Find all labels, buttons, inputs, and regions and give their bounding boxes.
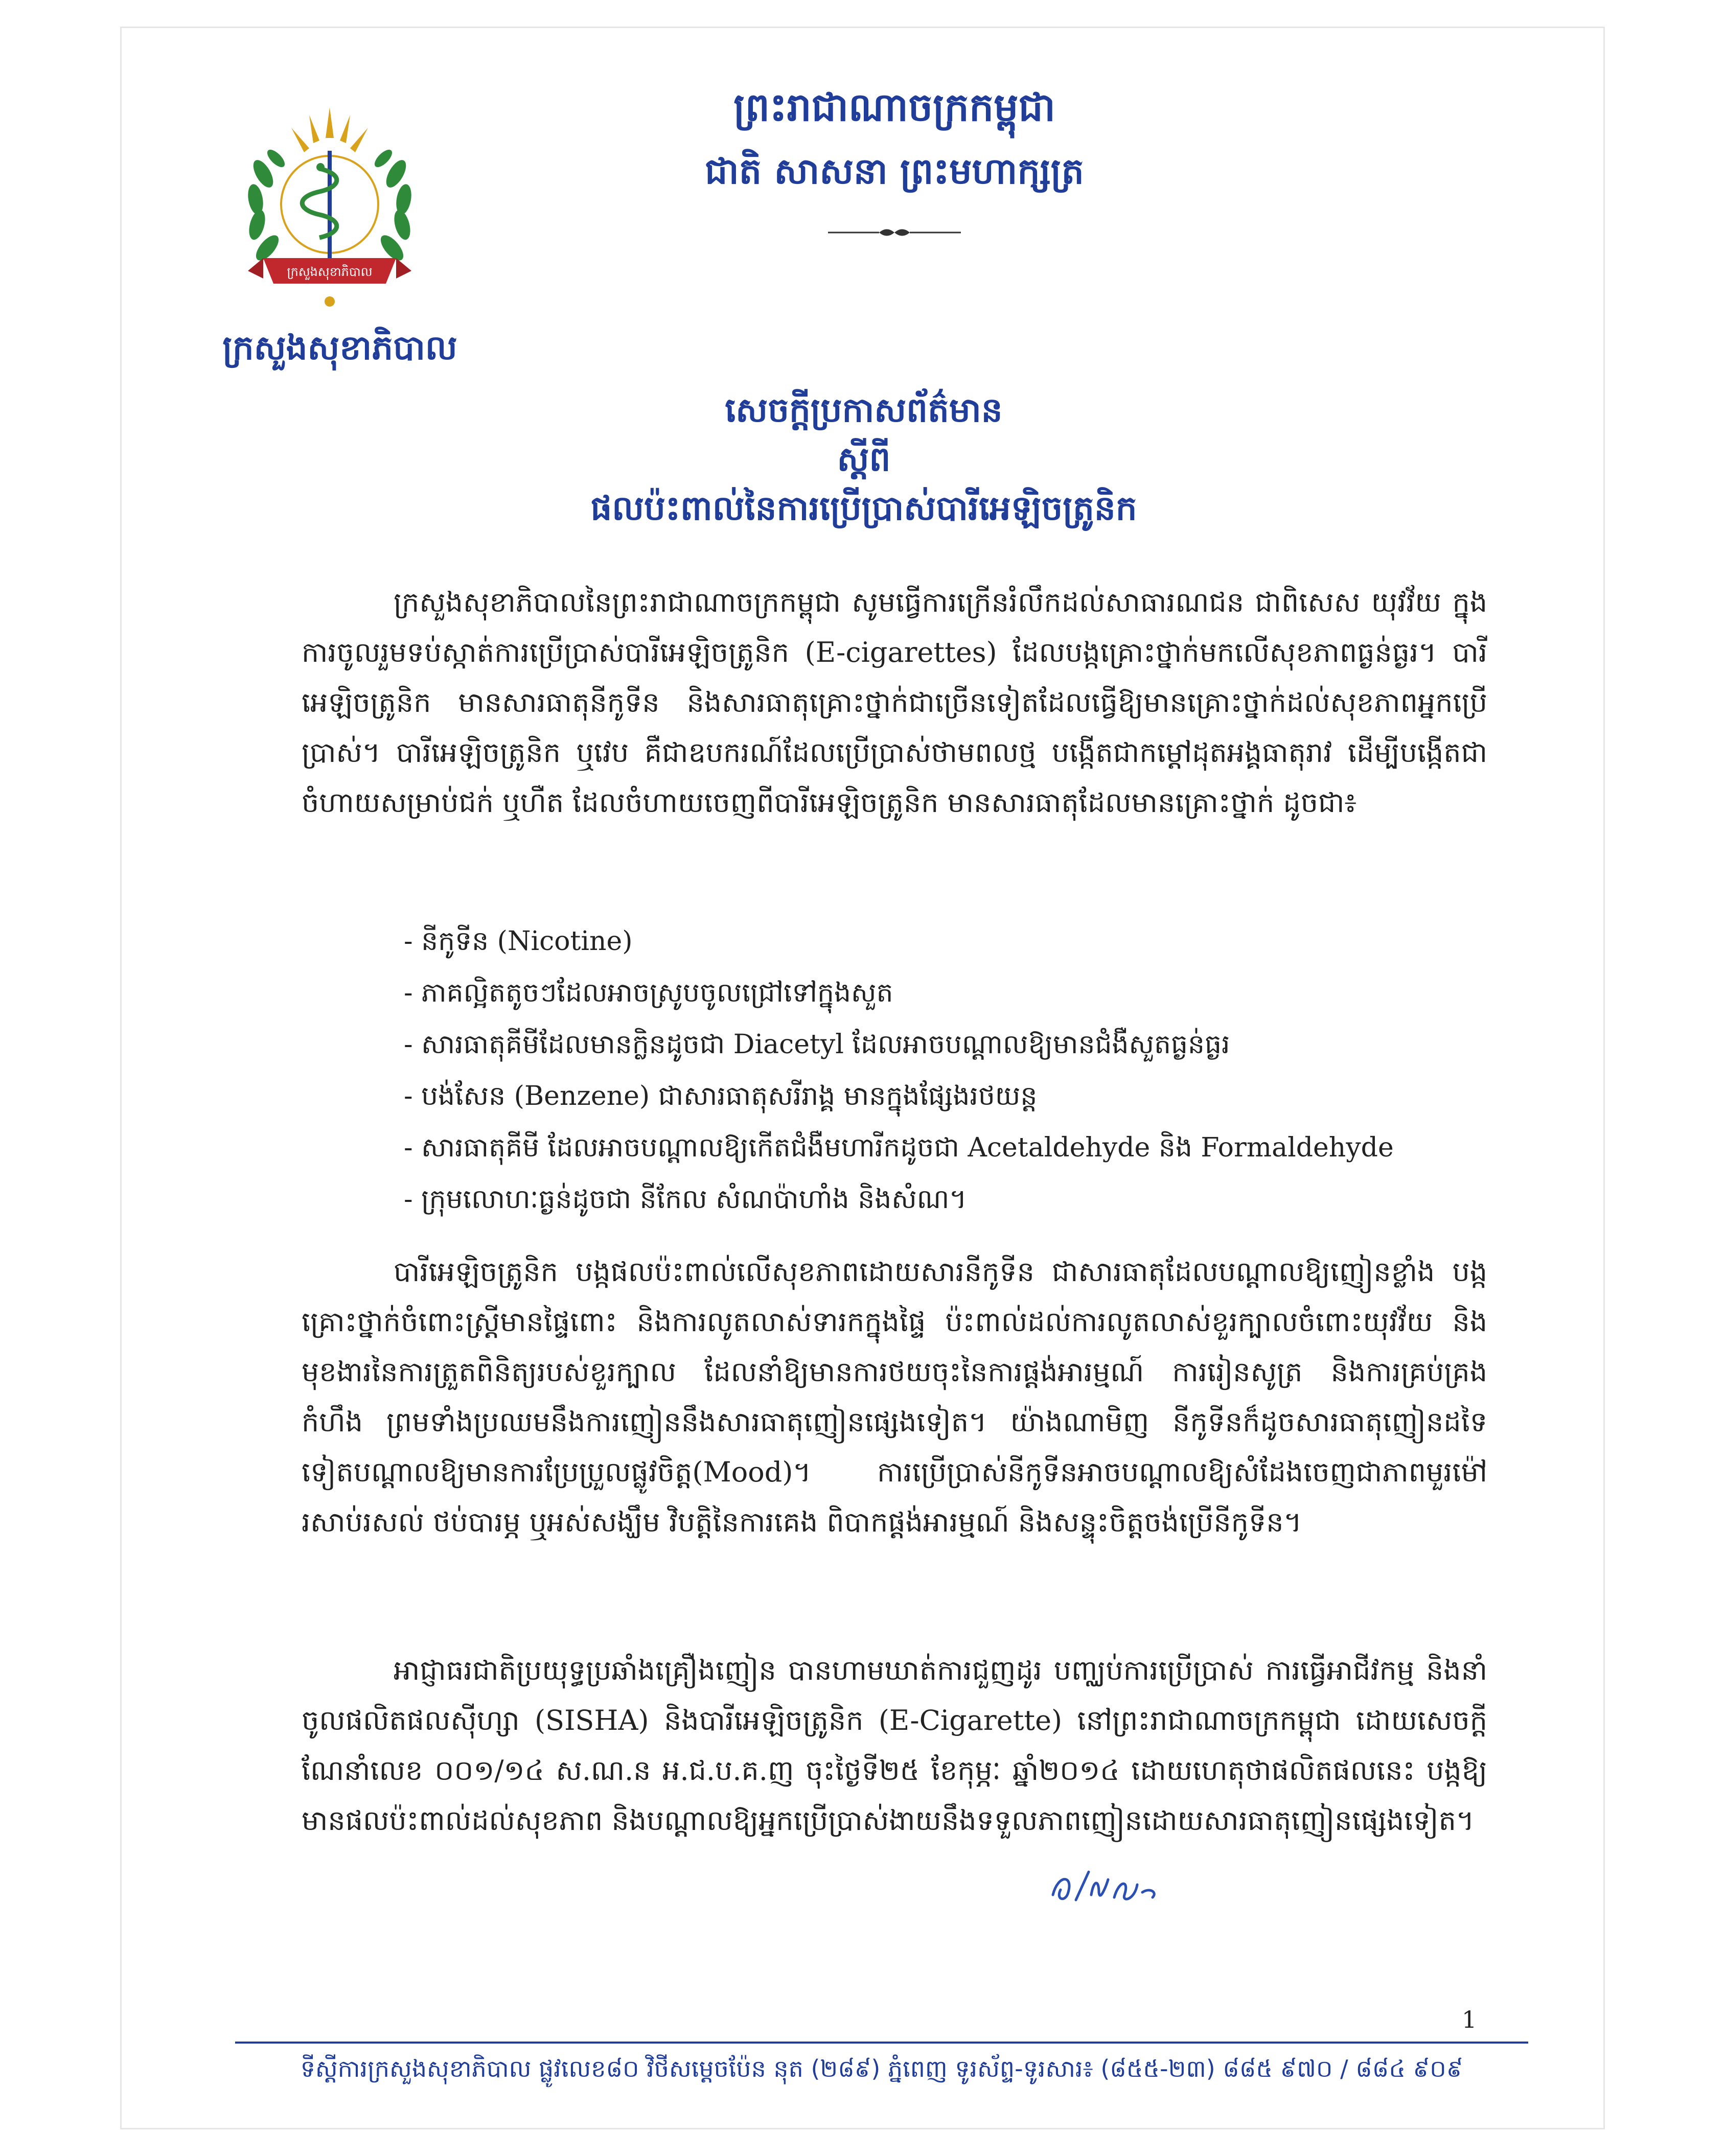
paragraph-health-effects: បារីអេឡិចត្រូនិក បង្កផលប៉ះពាល់លើសុខភាពដោយសារនីកូទីន ជាសារធាតុដែលបណ្តាលឱ្យញៀនខ្លាំង បង្កគ្រោះថ្នាក់ចំពោះស្ត្រីមានផ្ទៃពោះ និងការលូតលាស់ទារកក្នុងផ្ទៃ ប៉ះពាល់ដល់ការលូតលាស់ខួរក្បាលចំពោះយុវវ័យ និងមុខងារនៃការត្រួតពិនិត្យរបស់ខួរក្បាល ដែលនាំឱ្យមានការថយចុះនៃការផ្តង់អារម្មណ៍ ការរៀនសូត្រ និងការគ្រប់គ្រងកំហឹង ព្រមទាំងប្រឈមនឹងការញៀននឹងសារធាតុញៀនផ្សេងទៀត។ យ៉ាងណាមិញ នីកូទីនក៏ដូចសារធាតុញៀនដទៃទៀតបណ្តាលឱ្យមានការប្រែប្រួលផ្លូវចិត្ត(Mood)។ ការប្រើប្រាស់នីកូទីនអាចបណ្តាលឱ្យសំដែងចេញជាភាពមួរម៉ៅ រសាប់រសល់ ថប់បារម្ភ ឬអស់សង្ឃឹម វិបត្តិនៃការគេង ពិបាកផ្តង់អារម្មណ៍ និងសន្ទុះចិត្តចង់ប្រើនីកូទីន។ xyxy=(302,1256,1487,1538)
footer-address: ទីស្តីការក្រសួងសុខាភិបាល ផ្លូវលេខ៨០ វិថីសម្តេចប៉ែន នុត (២៨៩) ភ្នំពេញ ទូរស័ព្ទ-ទូរសារ៖ (៨៥៥-២៣) ៨៨៥ ៩៧០ / ៨៨៤ ៩០៩ xyxy=(300,2055,1463,2082)
paragraph-legal-ban: អាជ្ញាធរជាតិប្រយុទ្ធប្រឆាំងគ្រឿងញៀន បានហាមឃាត់ការជួញដូរ បញ្ឈប់ការប្រើប្រាស់ ការធ្វើអាជីវកម្ម និងនាំចូលផលិតផលស៊ីហ្សា (SISHA) និងបារីអេឡិចត្រូនិក (E-Cigarette) នៅព្រះរាជាណាចក្រកម្ពុជា ដោយសេចក្តីណែនាំលេខ ០០១/១៤ ស.ណ.ន អ.ជ.ប.គ.ញ ចុះថ្ងៃទី២៥ ខែកុម្ភៈ ឆ្នាំ២០១៤ ដោយហេតុថាផលិតផលនេះ បង្កឱ្យមានផលប៉ះពាល់ដល់សុខភាព និងបណ្តាលឱ្យអ្នកប្រើប្រាស់ងាយនឹងទទួលភាពញៀនដោយសារធាតុញៀនផ្សេងទៀត។ xyxy=(302,1654,1487,1837)
title-line-3: ផលប៉ះពាល់នៃការប្រើប្រាស់បារីអេឡិចត្រូនិក xyxy=(590,489,1137,528)
list-item: - ភាគល្អិតតូចៗដែលអាចស្រូបចូលជ្រៅទៅក្នុងសួត xyxy=(404,967,1503,1019)
logo-banner-text: ក្រសួងសុខាភិបាល xyxy=(287,265,373,279)
title-line-1: សេចក្តីប្រកាសព័ត៌មាន xyxy=(725,390,1003,430)
page-number: 1 xyxy=(1462,2006,1477,2033)
national-motto: ជាតិ សាសនា ព្រះមហាក្សត្រ xyxy=(705,150,1084,192)
list-item: - បង់សែន (Benzene) ជាសារធាតុសរីរាង្គ មានក្នុងផ្សែងរថយន្ត xyxy=(404,1071,1503,1122)
list-item: - សារធាតុគីមី ដែលអាចបណ្តាលឱ្យកើតជំងឺមហារីកដូចជា Acetaldehyde និង Formaldehyde xyxy=(404,1122,1503,1174)
handwritten-initials-icon xyxy=(1048,1864,1191,1910)
list-item: - នីកូទីន (Nicotine) xyxy=(404,916,1503,967)
ministry-name: ក្រសួងសុខាភិបាល xyxy=(222,328,457,367)
paragraph-intro: ក្រសួងសុខាភិបាលនៃព្រះរាជាណាចក្រកម្ពុជា សូមធ្វើការក្រើនរំលឹកដល់សាធារណជន ជាពិសេស យុវវ័យ ក្នុងការចូលរួមទប់ស្កាត់ការប្រើប្រាស់បារីអេឡិចត្រូនិក (E-cigarettes) ដែលបង្កគ្រោះថ្នាក់មកលើសុខភាពធ្ងន់ធ្ងរ។ បារីអេឡិចត្រូនិក មានសារធាតុនីកូទីន និងសារធាតុគ្រោះថ្នាក់ជាច្រើនទៀតដែលធ្វើឱ្យមានគ្រោះថ្នាក់ដល់សុខភាពអ្នកប្រើប្រាស់។ បារីអេឡិចត្រូនិក ឬវេប គឺជាឧបករណ៍ដែលប្រើប្រាស់ថាមពលថ្ម បង្កើតជាកម្តៅដុតអង្គធាតុរាវ ដើម្បីបង្កើតជាចំហាយសម្រាប់ជក់ ឬហឺត ដែលចំហាយចេញពីបារីអេឡិចត្រូនិក មានសារធាតុដែលមានគ្រោះថ្នាក់ ដូចជា៖ xyxy=(302,586,1487,819)
harmful-substances-list xyxy=(404,916,1503,1225)
kingdom-heading: ព្រះរាជាណាចក្រកម្ពុជា xyxy=(733,84,1055,130)
ornament-divider-icon xyxy=(828,225,961,240)
ministry-logo xyxy=(233,102,427,317)
list-item: - សារធាតុគីមីដែលមានក្លិនដូចជា Diacetyl ដែលអាចបណ្តាលឱ្យមានជំងឺសួតធ្ងន់ធ្ងរ xyxy=(404,1019,1503,1071)
footer-divider xyxy=(235,2042,1528,2044)
list-item: - ក្រុមលោហៈធ្ងន់ដូចជា នីកែល សំណប៉ាហាំង និងសំណ។ xyxy=(404,1174,1503,1225)
title-line-2: ស្តីពី xyxy=(837,439,891,479)
sun-rays-icon xyxy=(291,107,368,152)
document-title xyxy=(409,386,1319,533)
